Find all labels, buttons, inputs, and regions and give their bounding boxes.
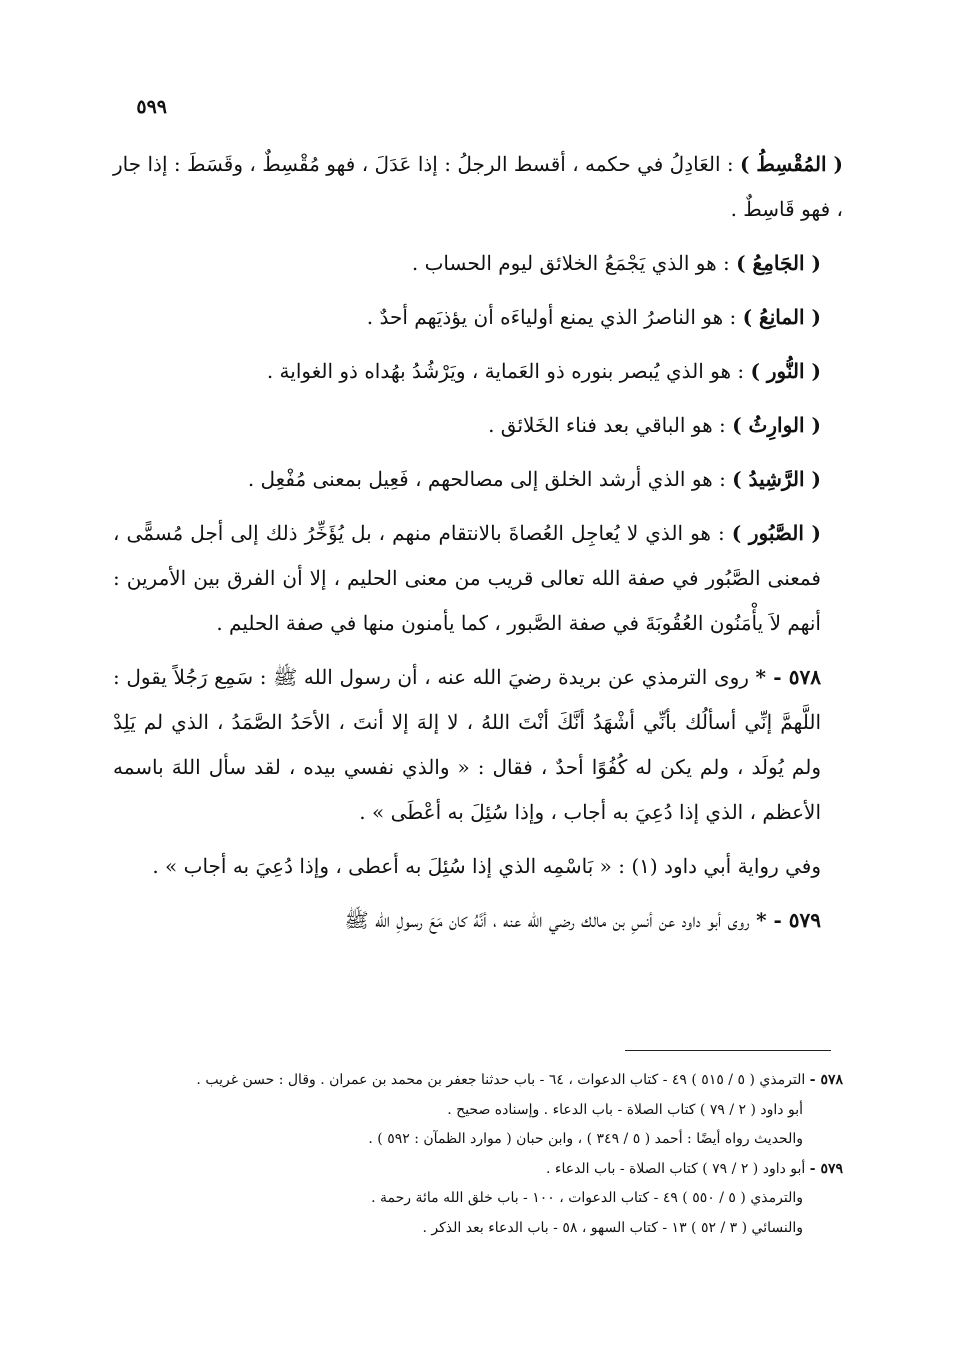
footnote-text: الترمذي ( ٥ / ٥١٥ ) ٤٩ - كتاب الدعوات ، ٦٤ - باب حدثنا جعفر بن محمد بن عمران . وقال : حسن غريب . [196, 1072, 810, 1088]
term: ( الصَّبُور ) [731, 521, 821, 545]
definition: : هو الذي لا يُعاجِل العُصاةَ بالانتقام منهم ، بل يُؤَخِّرُ ذلك إلى أجل مُسمًّى ، فمعنى الصَّبُور في صفة الله تعالى قريب من معنى الحليم ، إلا أن الفرق بين الأمرين : أنهم لاَ يأْمَنُون العُقُوبَةَ في صفة الصَّبور ، كما يأمنون منها في صفة الحليم . [113, 521, 821, 635]
footnote-text: والنسائي ( ٣ / ٥٢ ) ١٣ - كتاب السهو ، ٥٨ - باب الدعاء بعد الذكر . [422, 1219, 803, 1236]
page-number: ٥٩٩ [136, 96, 167, 118]
term: ( الوارِثُ ) [732, 413, 821, 437]
narration-text: وفي رواية أبي داود (١) : « بَاسْمِه الذي إذا سُئِلَ به أعطى ، وإذا دُعِيَ به أجاب » . [152, 854, 821, 878]
definition: : هو الذي يُبصر بنوره ذو العَماية ، ويَرْشُدُ بهُداه ذو الغواية . [266, 359, 751, 383]
paragraph-jami [113, 241, 843, 286]
term: ( المانِعُ ) [742, 305, 821, 329]
footnote-text: أبو داود ( ٢ / ٧٩ ) كتاب الصلاة - باب الدعاء . [545, 1160, 810, 1177]
footnote-line [113, 1184, 843, 1214]
hadith-578 [113, 655, 843, 835]
hadith-text: روى أبو داود عن أنسِ بن مالك رضي الله عنه ، أنَّهُ كان مَعَ رسولِ الله ﷺ [344, 908, 757, 932]
footnote-text: أبو داود ( ٢ / ٧٩ ) كتاب الصلاة - باب الدعاء . وإسناده صحيح . [447, 1101, 803, 1118]
footnote-line [113, 1125, 843, 1155]
abu-dawud-narration [113, 844, 843, 889]
paragraph-sabur [113, 511, 843, 646]
footnote-line [113, 1155, 843, 1185]
footnotes [113, 1066, 843, 1243]
footnote-text: والحديث رواه أيضًا : أحمد ( ٥ / ٣٤٩ ) ، وابن حبان ( موارد الظمآن : ٥٩٢ ) . [368, 1131, 803, 1147]
footnote-line [113, 1214, 843, 1244]
definition: : هو الناصرُ الذي يمنع أولياءَه أن يؤذيَهم أحدٌ . [366, 305, 743, 329]
footnote-number: ٥٧٩ - [809, 1160, 843, 1177]
paragraph-mani [113, 295, 843, 340]
definition: : هو الذي أرشد الخلق إلى مصالحهم ، فَعِيل بمعنى مُفْعِل . [247, 467, 733, 491]
hadith-number: ٥٧٩ - * [756, 908, 821, 932]
hadith-text: روى الترمذي عن بريدة رضيَ الله عنه ، أن رسول الله ﷺ : سَمِع رَجُلاً يقول : اللَّهمَّ إنِّي أسألُك بأنِّي أشْهَدُ أنَّكَ أنْتَ اللهُ ، لا إلهَ إلا أنتَ ، الأحَدُ الصَّمَدُ ، الذي لم يَلِدْ ولم يُولَد ، ولم يكن له كُفُوًا أحدٌ ، فقال : « والذي نفسي بيده ، لقد سأل اللهَ باسمه الأعظم ، الذي إذا دُعِيَ به أجاب ، وإذا سُئِلَ به أعْطَى » . [113, 665, 821, 824]
term: ( الجَامِعُ ) [736, 251, 821, 275]
footnote-text: والترمذي ( ٥ / ٥٥٠ ) ٤٩ - كتاب الدعوات ، ١٠٠ - باب خلق الله مائة رحمة . [371, 1190, 803, 1206]
hadith-579 [113, 898, 843, 943]
term: ( المُقْسِطُ ) [739, 152, 843, 176]
footnote-divider [625, 1050, 831, 1051]
definition: : هو الباقي بعد فناء الخَلائق . [488, 413, 733, 437]
paragraph-warith [113, 403, 843, 448]
footnote-line [113, 1066, 843, 1096]
term: ( الرَّشِيدُ ) [732, 467, 821, 491]
definition: : هو الذي يَجْمَعُ الخلائق ليوم الحساب . [411, 251, 737, 275]
footnote-number: ٥٧٨ - [809, 1072, 843, 1088]
paragraph-nur [113, 349, 843, 394]
definition: : العَادِلُ في حكمه ، أقسط الرجلُ : إذا عَدَلَ ، فهو مُقْسِطٌ ، وقَسَطَ : إذا جار ، فهو قَاسِطٌ . [113, 152, 843, 221]
hadith-number: ٥٧٨ - * [755, 665, 821, 689]
main-text [113, 142, 843, 952]
footnote-line [113, 1096, 843, 1126]
paragraph-muqsit [113, 142, 843, 232]
term: ( النُّور ) [750, 359, 821, 383]
paragraph-rashid [113, 457, 843, 502]
